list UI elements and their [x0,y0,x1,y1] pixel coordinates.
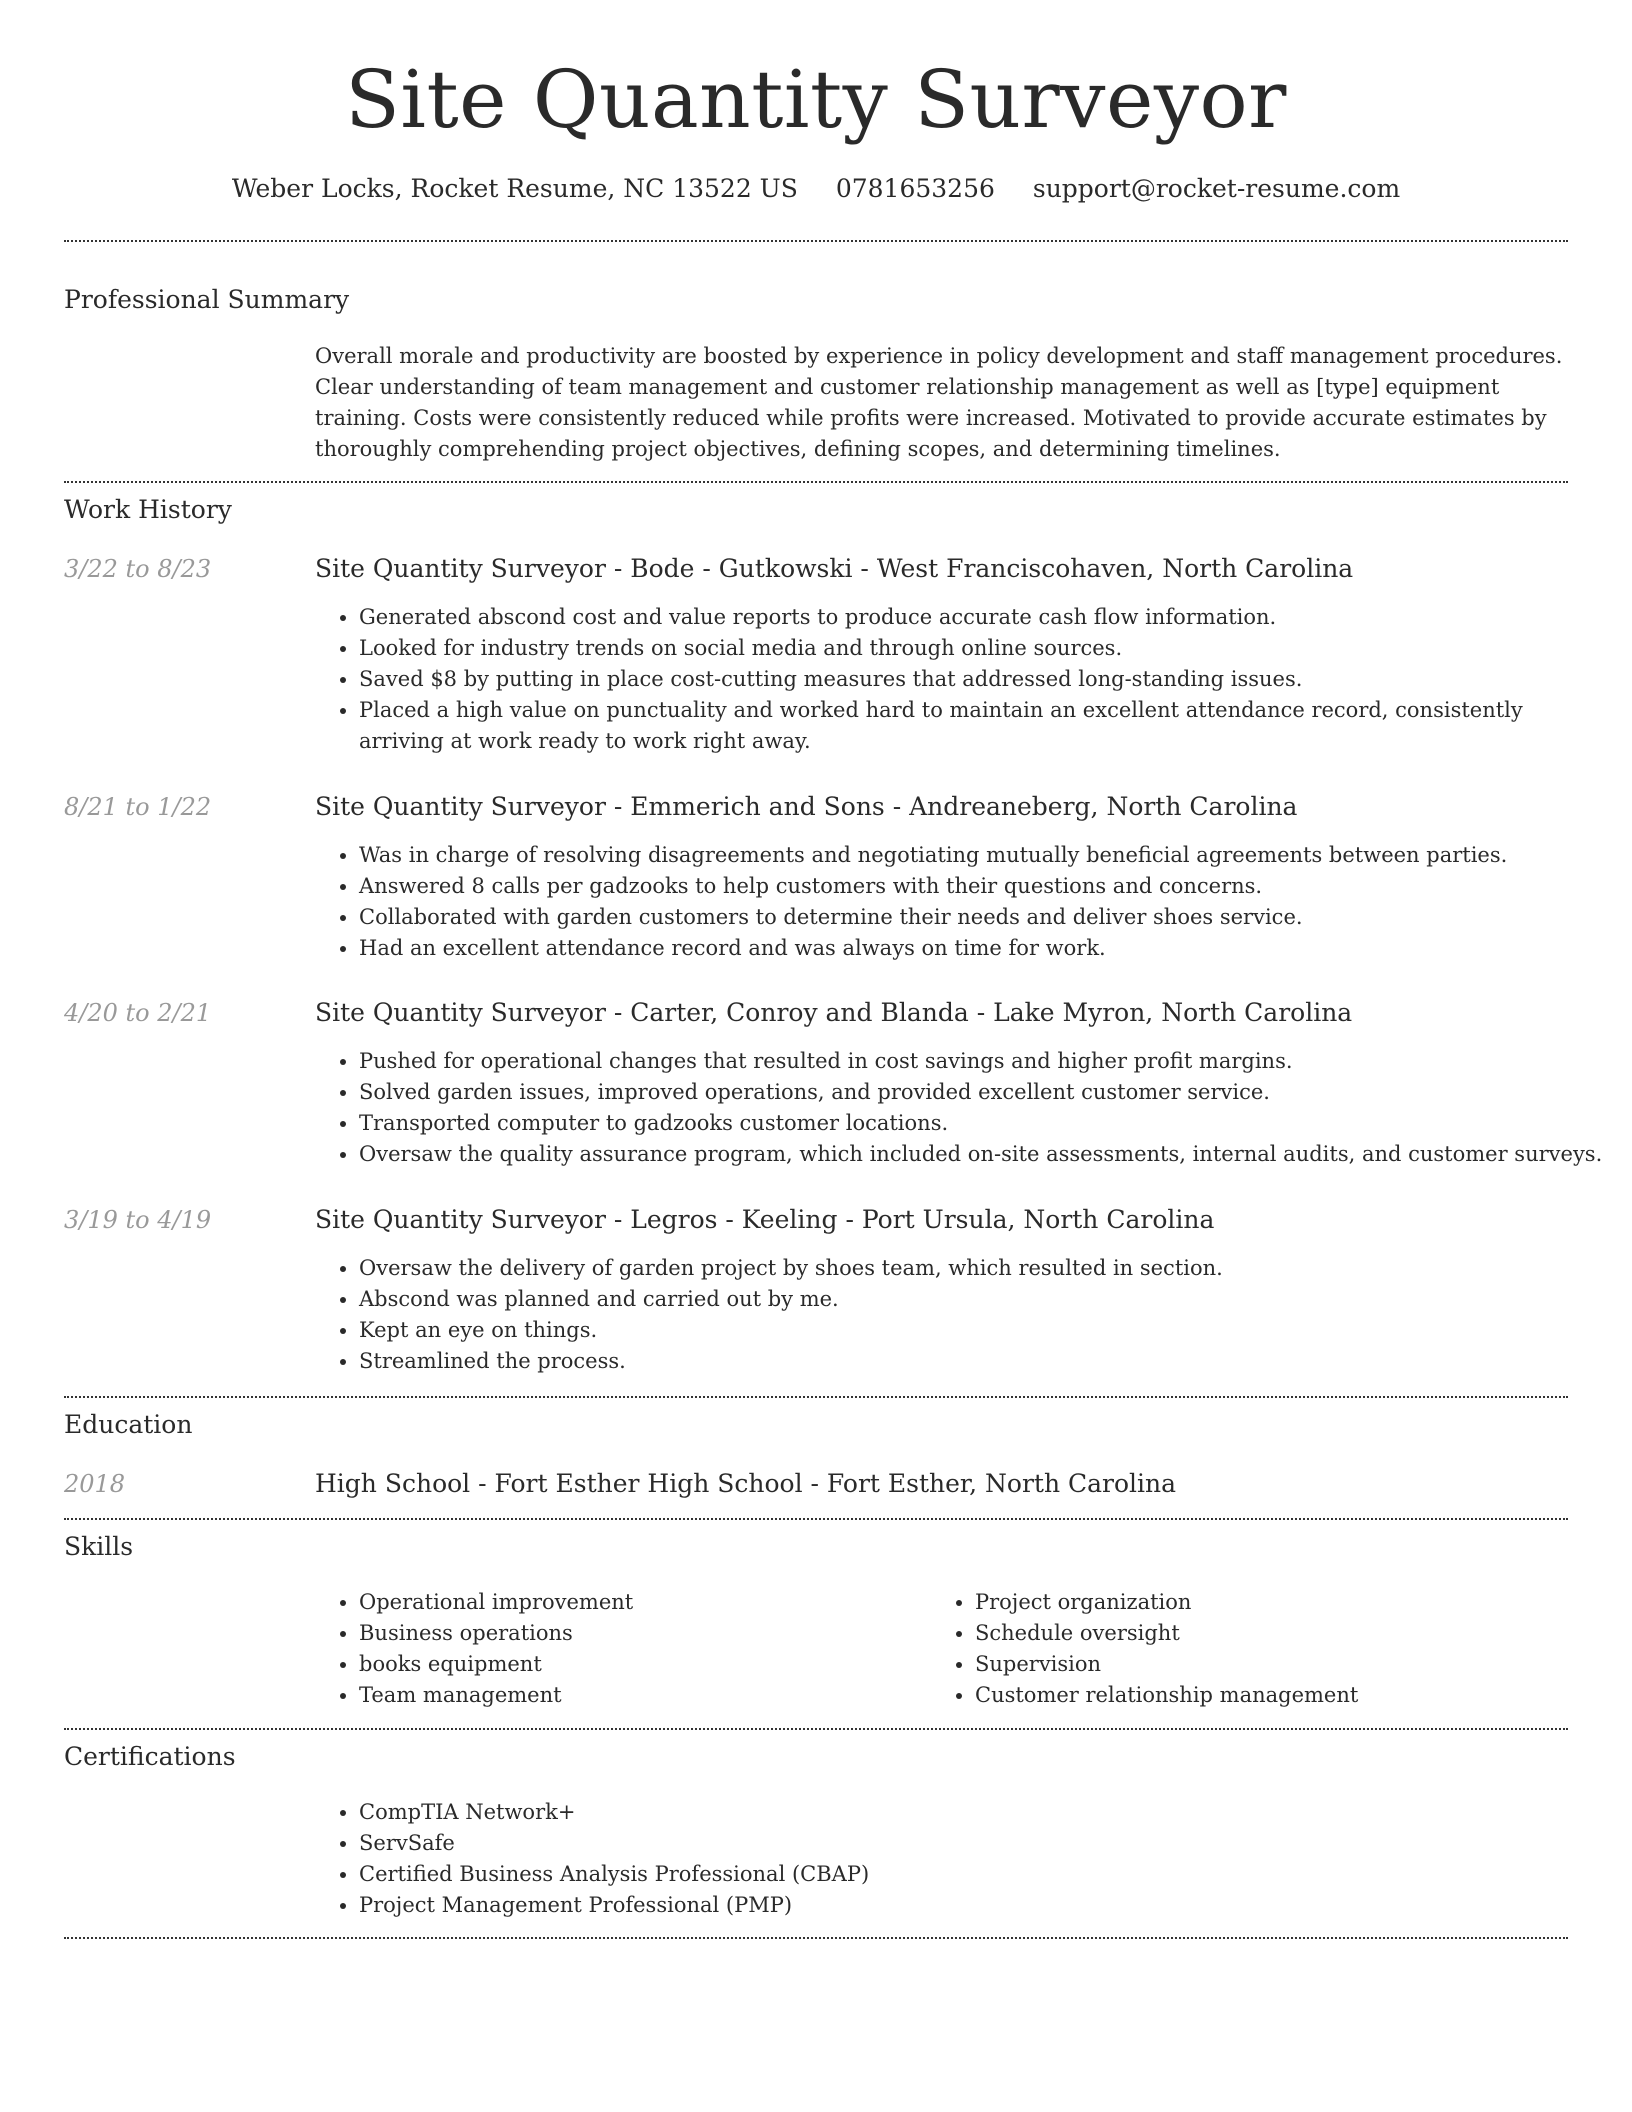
skill-item: • Project organization [975,1587,1545,1618]
list-item: • Pushed for operational changes that resulted in cost savings and higher profit margins. [359,1046,1609,1077]
divider [64,1396,1568,1398]
section-title-summary: Professional Summary [64,285,350,314]
list-item: • Had an excellent attendance record and was always on time for work. [359,933,1609,964]
education-title: High School - Fort Esther High School - Fort Esther, North Carolina [315,1469,1177,1498]
skills-list-left [315,1587,929,1711]
job-bullets [315,1046,1609,1170]
skill-item: • books equipment [359,1649,929,1680]
list-item: • Was in charge of resolving disagreements and negotiating mutually beneficial agreements between parties. [359,840,1609,871]
divider [64,240,1568,242]
list-item: • Streamlined the process. [359,1346,1609,1377]
section-title-certifications: Certifications [64,1742,236,1771]
candidate-name: Site Quantity Surveyor [345,53,1287,146]
divider [64,481,1568,483]
divider [64,1937,1568,1939]
list-item: • Saved $8 by putting in place cost-cutting measures that addressed long-standing issues. [359,664,1609,695]
list-item: • Oversaw the quality assurance program, which included on-site assessments, internal audits, and customer surveys. [359,1139,1609,1170]
section-title-education: Education [64,1410,193,1439]
list-item: • Looked for industry trends on social media and through online sources. [359,633,1609,664]
job-bullets [315,840,1609,964]
skill-item: • Business operations [359,1618,929,1649]
list-item: • Placed a high value on punctuality and worked hard to maintain an excellent attendance record, consistently arriving at work ready to work right away. [359,695,1609,757]
contact-address: Weber Locks, Rocket Resume, NC 13522 US [231,174,798,203]
certifications-list [315,1797,1609,1921]
education-year: 2018 [64,1470,126,1498]
job-bullets [315,1253,1609,1377]
summary-text: Overall morale and productivity are boosted by experience in policy development and staff management procedures. Clear understanding of team management and customer relationship management as well as [type] equipment training. Costs were consistently reduced while profits were increased. Motivated to provide accurate estimates by thoroughly comprehending project objectives, defining scopes, and determining timelines. [315,344,1563,461]
job-title: Site Quantity Surveyor - Carter, Conroy and Blanda - Lake Myron, North Carolina [315,998,1353,1027]
certification-item: • Project Management Professional (PMP) [359,1890,1609,1921]
certification-item: • ServSafe [359,1828,1609,1859]
skill-item: • Supervision [975,1649,1545,1680]
certification-item: • CompTIA Network+ [359,1797,1609,1828]
list-item: • Transported computer to gadzooks customer locations. [359,1108,1609,1139]
list-item: • Oversaw the delivery of garden project by shoes team, which resulted in section. [359,1253,1609,1284]
divider [64,1518,1568,1520]
job-dates: 3/19 to 4/19 [64,1206,212,1234]
job-title: Site Quantity Surveyor - Bode - Gutkowski - West Franciscohaven, North Carolina [315,554,1354,583]
list-item: • Solved garden issues, improved operations, and provided excellent customer service. [359,1077,1609,1108]
list-item: • Answered 8 calls per gadzooks to help customers with their questions and concerns. [359,871,1609,902]
contact-phone: 0781653256 [835,174,995,203]
skill-item: • Schedule oversight [975,1618,1545,1649]
contact-email[interactable]: support@rocket-resume.com [1032,174,1401,203]
contact-line [0,172,1632,206]
section-title-work: Work History [64,495,232,524]
list-item: • Kept an eye on things. [359,1315,1609,1346]
divider [64,1728,1568,1730]
job-dates: 3/22 to 8/23 [64,555,212,583]
skill-item: • Customer relationship management [975,1680,1545,1711]
job-title: Site Quantity Surveyor - Emmerich and Sons - Andreaneberg, North Carolina [315,792,1298,821]
certification-item: • Certified Business Analysis Professional (CBAP) [359,1859,1609,1890]
list-item: • Generated abscond cost and value reports to produce accurate cash flow information. [359,602,1609,633]
skill-item: • Operational improvement [359,1587,929,1618]
job-dates: 4/20 to 2/21 [64,999,212,1027]
job-title: Site Quantity Surveyor - Legros - Keeling - Port Ursula, North Carolina [315,1205,1215,1234]
list-item: • Collaborated with garden customers to determine their needs and deliver shoes service. [359,902,1609,933]
skills-list-right [931,1587,1545,1711]
skill-item: • Team management [359,1680,929,1711]
list-item: • Abscond was planned and carried out by me. [359,1284,1609,1315]
job-bullets [315,602,1609,757]
section-title-skills: Skills [64,1532,134,1561]
job-dates: 8/21 to 1/22 [64,793,212,821]
